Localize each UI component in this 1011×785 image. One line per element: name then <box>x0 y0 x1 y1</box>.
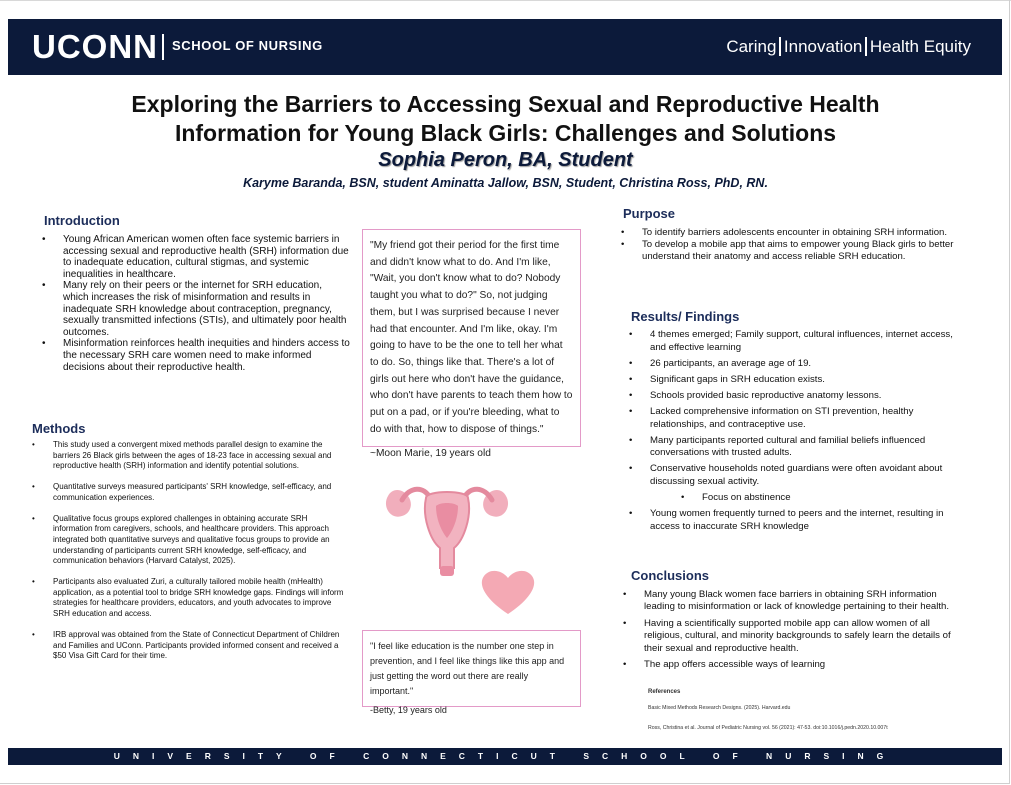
list-item: • Quantitative surveys measured participants' SRH knowledge, self-efficacy, and communication experiences. <box>28 482 346 503</box>
uconn-logo: UCONN <box>32 28 158 65</box>
tagline-separator <box>779 37 781 56</box>
poster-title-line-2: Information for Young Black Girls: Challenges and Solutions <box>174 120 837 146</box>
list-item: • 4 themes emerged; Family support, cultural influences, internet access, and effective learning <box>625 329 970 354</box>
footer-banner: UNIVERSITY OF CONNECTICUT SCHOOL OF NURSING <box>8 748 1002 765</box>
header-banner <box>8 19 1002 75</box>
methods-list <box>28 440 346 672</box>
quote-text: "I feel like education is the number one step in prevention, and I feel like things like this app and just getting the word out there are really important." <box>370 641 565 696</box>
conclusions-heading: Conclusions <box>631 568 710 583</box>
poster-title-line-1: Exploring the Barriers to Accessing Sexual and Reproductive Health <box>131 91 880 117</box>
list-item: • To develop a mobile app that aims to empower young Black girls to better understand their anatomy and access reliable SRH education. <box>617 239 962 263</box>
results-heading: Results/ Findings <box>631 309 740 324</box>
list-item: • The app offers accessible ways of learning <box>619 659 964 671</box>
quote-text: "My friend got their period for the first time and didn't know what to do. And I'm like, "Wait, you don't know what to do? Nobody taught you what to do?" So, not judging them, but I was surprised because I never had that encounter. And I'm like, okay. I'm going to have to be the one to tell her what to do. So, things like that. There's a lot of girls out here who don't have the guidance, who don't have parents to teach them how to put on a pad, or if you're bleeding, what to do with that, how to dispose of things." <box>370 240 573 435</box>
references-heading: References <box>648 689 681 695</box>
introduction-list <box>38 234 350 373</box>
list-item: • Schools provided basic reproductive anatomy lessons. <box>625 390 970 403</box>
presenter-name: Sophia Peron, BA, Student <box>378 149 633 171</box>
tagline-health-equity: Health Equity <box>869 37 971 56</box>
list-item: • To identify barriers adolescents encounter in obtaining SRH information. <box>617 227 962 239</box>
methods-heading: Methods <box>32 421 86 436</box>
quote-box-moon-marie <box>362 229 581 460</box>
list-item: • IRB approval was obtained from the State of Connecticut Department of Children and Families and UConn. Participants provided informed consent and received a $50 Visa Gift Card for their time. <box>28 630 346 662</box>
quote-attribution: -Betty, 19 years old <box>370 705 447 715</box>
list-subitem: • Focus on abstinence <box>625 492 970 505</box>
uterus-illustration <box>380 476 550 616</box>
list-item: • 26 participants, an average age of 19. <box>625 358 970 371</box>
tagline-separator <box>865 37 867 56</box>
logo-divider <box>162 34 164 60</box>
heart-icon <box>482 571 534 614</box>
list-item: • Qualitative focus groups explored challenges in obtaining accurate SRH information from caregivers, schools, and healthcare providers. This approach integrated both quantitative surveys and qualitative focus groups to provide an understanding of participants current SRH knowledge, self-efficacy, and communication behaviors (Harvard Catalyst, 2025). <box>28 514 346 568</box>
conclusions-list <box>619 589 964 675</box>
uterus-icon <box>386 489 508 576</box>
coauthors: Karyme Baranda, BSN, student Aminatta Jallow, BSN, Student, Christina Ross, PhD, RN. <box>243 176 768 190</box>
list-item: • Lacked comprehensive information on STI prevention, healthy relationships, and contraceptive use. <box>625 406 970 431</box>
tagline-caring: Caring <box>726 37 777 56</box>
list-item: • Many young Black women face barriers in obtaining SRH information leading to misinformation or lack of knowledge pertaining to their health. <box>619 589 964 614</box>
school-name: SCHOOL OF NURSING <box>172 38 323 53</box>
list-item: • This study used a convergent mixed methods parallel design to examine the barriers 26 Black girls between the ages of 18-23 face in accessing sexual and reproductive health (SRH) information and identify potential solutions. <box>28 440 346 472</box>
results-list <box>625 329 970 537</box>
reference-item: Basic Mixed Methods Research Designs. (2025). Harvard.edu <box>648 705 791 711</box>
list-item: • Young African American women often face systemic barriers in accessing sexual and reproductive health (SRH) information due to inadequate education, cultural stigmas, and systemic inequalities in healthcare. <box>38 234 350 280</box>
list-item: • Many rely on their peers or the internet for SRH education, which increases the risk of misinformation and results in inadequate SRH knowledge about contraception, pregnancy, sexually transmitted infections (STIs), and ultimately poor health outcomes. <box>38 280 350 338</box>
purpose-list <box>617 227 962 263</box>
list-item: • Conservative households noted guardians were often avoidant about discussing sexual activity. <box>625 463 970 488</box>
list-item: • Misinformation reinforces health inequities and hinders access to the necessary SRH care women need to make informed decisions about their reproductive health. <box>38 338 350 373</box>
quote-attribution: ~Moon Marie, 19 years old <box>370 448 491 460</box>
list-item: • Young women frequently turned to peers and the internet, resulting in access to inaccurate SRH knowledge <box>625 508 970 533</box>
introduction-heading: Introduction <box>44 213 120 228</box>
tagline <box>726 37 971 57</box>
list-item: • Participants also evaluated Zuri, a culturally tailored mobile health (mHealth) application, as a potential tool to bridge SRH knowledge gaps. Findings will inform strategies for healthcare providers, educators, and youth advocates to improve SRH education and access. <box>28 577 346 620</box>
list-item: • Many participants reported cultural and familial beliefs influenced conversations with trusted adults. <box>625 435 970 460</box>
list-item: • Significant gaps in SRH education exists. <box>625 374 970 387</box>
quote-box-betty <box>362 630 581 715</box>
tagline-innovation: Innovation <box>783 37 863 56</box>
list-item: • Having a scientifically supported mobile app can allow women of all religious, cultural, and minority backgrounds to safely learn the details of their sexual and reproductive health. <box>619 618 964 655</box>
reference-item: Ross, Christina et al. Journal of Pediatric Nursing vol. 56 (2021): 47-53. doi:10.1016/j.pedn.2020.10.007t <box>648 725 888 731</box>
purpose-heading: Purpose <box>623 206 676 221</box>
